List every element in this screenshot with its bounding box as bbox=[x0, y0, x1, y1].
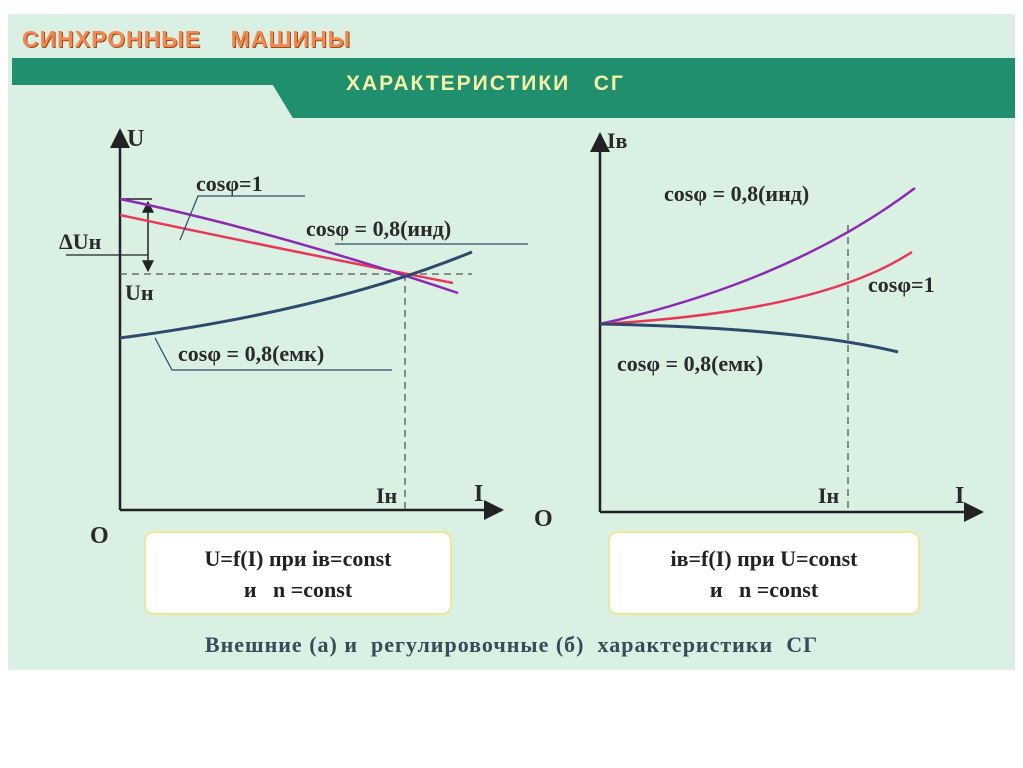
graph-a-label-capacitive: cosφ = 0,8(емк) bbox=[178, 341, 325, 366]
section-title: СИНХРОННЫЕ МАШИНЫ bbox=[22, 26, 352, 52]
banner-title: ХАРАКТЕРИСТИКИ СГ bbox=[346, 72, 625, 95]
formula-box-external bbox=[144, 531, 452, 615]
graph-a-delta-u: ΔUн bbox=[59, 229, 102, 254]
graph-a-rated-current: Iн bbox=[376, 483, 398, 508]
graph-a-origin: O bbox=[90, 523, 109, 549]
graph-b-label-inductive: cosφ = 0,8(инд) bbox=[664, 181, 810, 206]
graph-a-x-label: I bbox=[474, 481, 484, 507]
graph-a-curve-inductive bbox=[120, 199, 458, 293]
formula-external-line-1: U=f(I) при iв=const bbox=[204, 546, 392, 571]
graph-b-curve-capacitive bbox=[600, 324, 898, 352]
graph-b-x-label: I bbox=[955, 483, 965, 509]
graph-b-label-capacitive: cosφ = 0,8(емк) bbox=[617, 351, 764, 376]
graph-a-curve-capacitive bbox=[120, 252, 472, 338]
formula-regulation-line-2: и n =const bbox=[709, 577, 819, 602]
graph-b-origin: O bbox=[534, 506, 553, 532]
graph-b-label-unity: cosφ=1 bbox=[868, 272, 935, 297]
formula-external-line-2: и n =const bbox=[243, 577, 353, 602]
graph-b-curve-inductive bbox=[600, 188, 915, 324]
graph-b-y-label: Iв bbox=[607, 128, 628, 153]
formula-box-regulation bbox=[608, 531, 920, 615]
graph-b-rated-current: Iн bbox=[818, 483, 840, 508]
regulation-characteristics-graph bbox=[534, 128, 982, 532]
graph-a-rated-voltage: Uн bbox=[125, 280, 154, 305]
graph-a-y-label: U bbox=[127, 126, 145, 152]
external-characteristics-graph bbox=[59, 126, 528, 549]
formula-regulation-line-1: iв=f(I) при U=const bbox=[670, 546, 858, 571]
graph-a-label-inductive: cosφ = 0,8(инд) bbox=[306, 216, 452, 241]
graph-a-label-unity: cosφ=1 bbox=[196, 171, 263, 196]
figure-caption: Внешние (а) и регулировочные (б) характеристики СГ bbox=[204, 632, 819, 657]
